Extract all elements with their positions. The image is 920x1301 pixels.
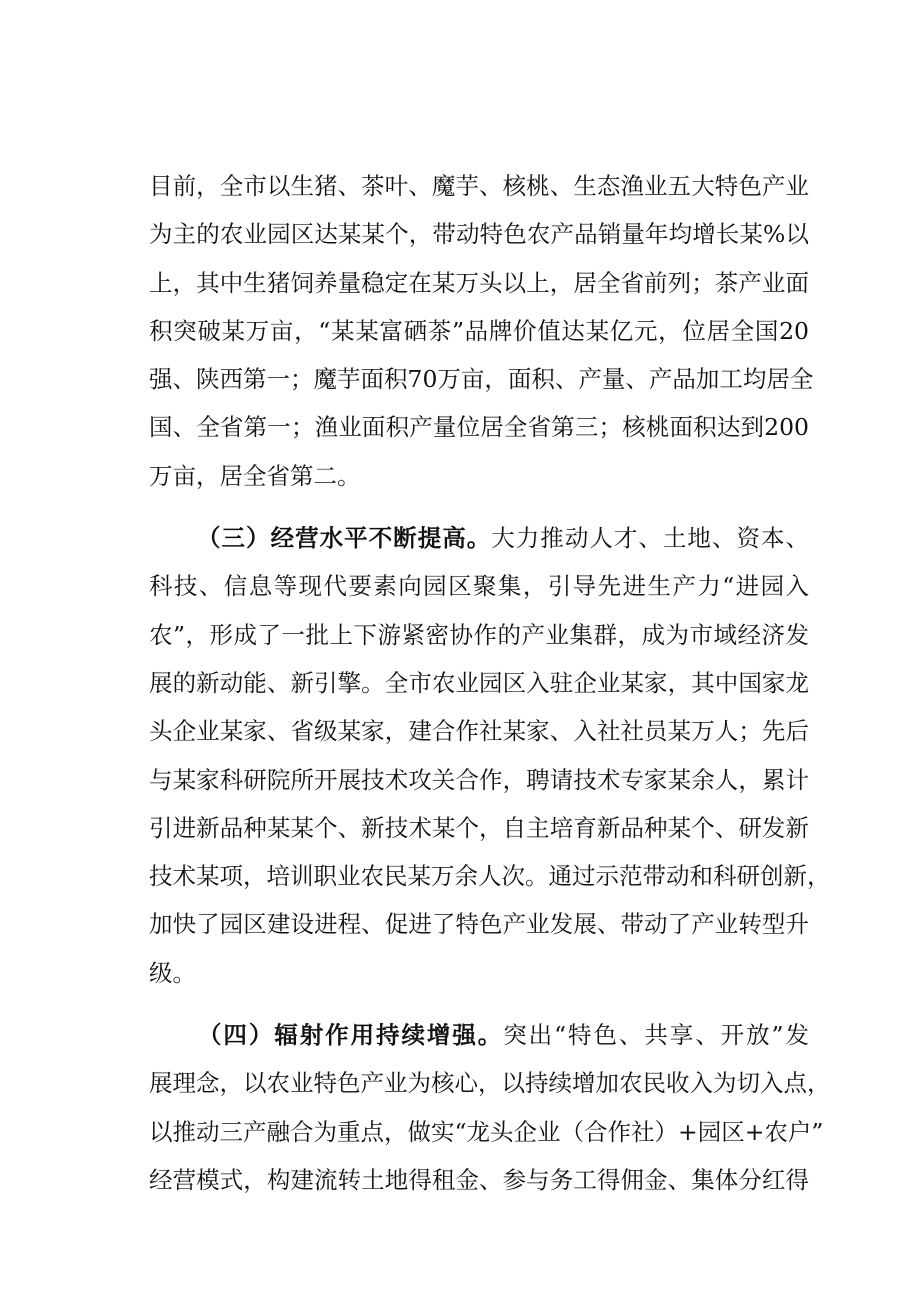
- text-line: [149, 1011, 809, 1059]
- text-line: [149, 514, 809, 562]
- text-run: 大力推动人才、土地、资本、: [491, 524, 810, 553]
- document-body: [149, 162, 831, 1204]
- text-line: 头企业某家、省级某家，建合作社某家、入社社员某万人；先后: [149, 717, 809, 746]
- text-line: 以推动三产融合为重点，做实“龙头企业（合作社）+园区+农户”: [149, 1117, 824, 1146]
- text-line: 为主的农业园区达某某个，带动特色农产品销量年均增长某%以: [149, 220, 809, 249]
- text-line: 积突破某万亩，“某某富硒茶”品牌价值达某亿元，位居全国20: [149, 316, 809, 345]
- text-line: 加快了园区建设进程、促进了特色产业发展、带动了产业转型升: [149, 910, 809, 939]
- text-line: 国、全省第一；渔业面积产量位居全省第三；核桃面积达到200: [149, 413, 809, 442]
- paragraph-operation-level: [149, 514, 831, 997]
- section-heading-4: （四）辐射作用持续增强。: [196, 1021, 504, 1050]
- text-line: 级。: [149, 958, 196, 987]
- text-line: 农”，形成了一批上下游紧密协作的产业集群，成为市域经济发: [149, 620, 809, 649]
- text-line: 目前，全市以生猪、茶叶、魔芋、核桃、生态渔业五大特色产业: [149, 172, 809, 200]
- text-line: 展的新动能、新引擎。全市农业园区入驻企业某家，其中国家龙: [149, 668, 809, 697]
- text-line: 技术某项，培训职业农民某万余人次。通过示范带动和科研创新，: [149, 862, 831, 891]
- text-line: 上，其中生猪饲养量稳定在某万头以上，居全省前列；茶产业面: [149, 268, 809, 297]
- paragraph-radiation-effect: [149, 1011, 831, 1204]
- text-line: 展理念，以农业特色产业为核心，以持续增加农民收入为切入点，: [149, 1069, 831, 1098]
- text-line: 强、陕西第一；魔芋面积70万亩，面积、产量、产品加工均居全: [149, 365, 814, 394]
- text-line: 经营模式，构建流转土地得租金、参与务工得佣金、集体分红得: [149, 1165, 809, 1194]
- text-run: 突出“特色、共享、开放”发: [503, 1021, 810, 1050]
- text-line: 引进新品种某某个、新技术某个，自主培育新品种某个、研发新: [149, 813, 809, 842]
- text-line: 科技、信息等现代要素向园区聚集，引导先进生产力“进园入: [149, 572, 809, 601]
- paragraph-industry-overview: [149, 162, 814, 500]
- text-line: 与某家科研院所开展技术攻关合作，聘请技术专家某余人，累计: [149, 765, 809, 794]
- text-line: 万亩，居全省第二。: [149, 461, 361, 490]
- section-heading-3: （三）经营水平不断提高。: [196, 524, 492, 553]
